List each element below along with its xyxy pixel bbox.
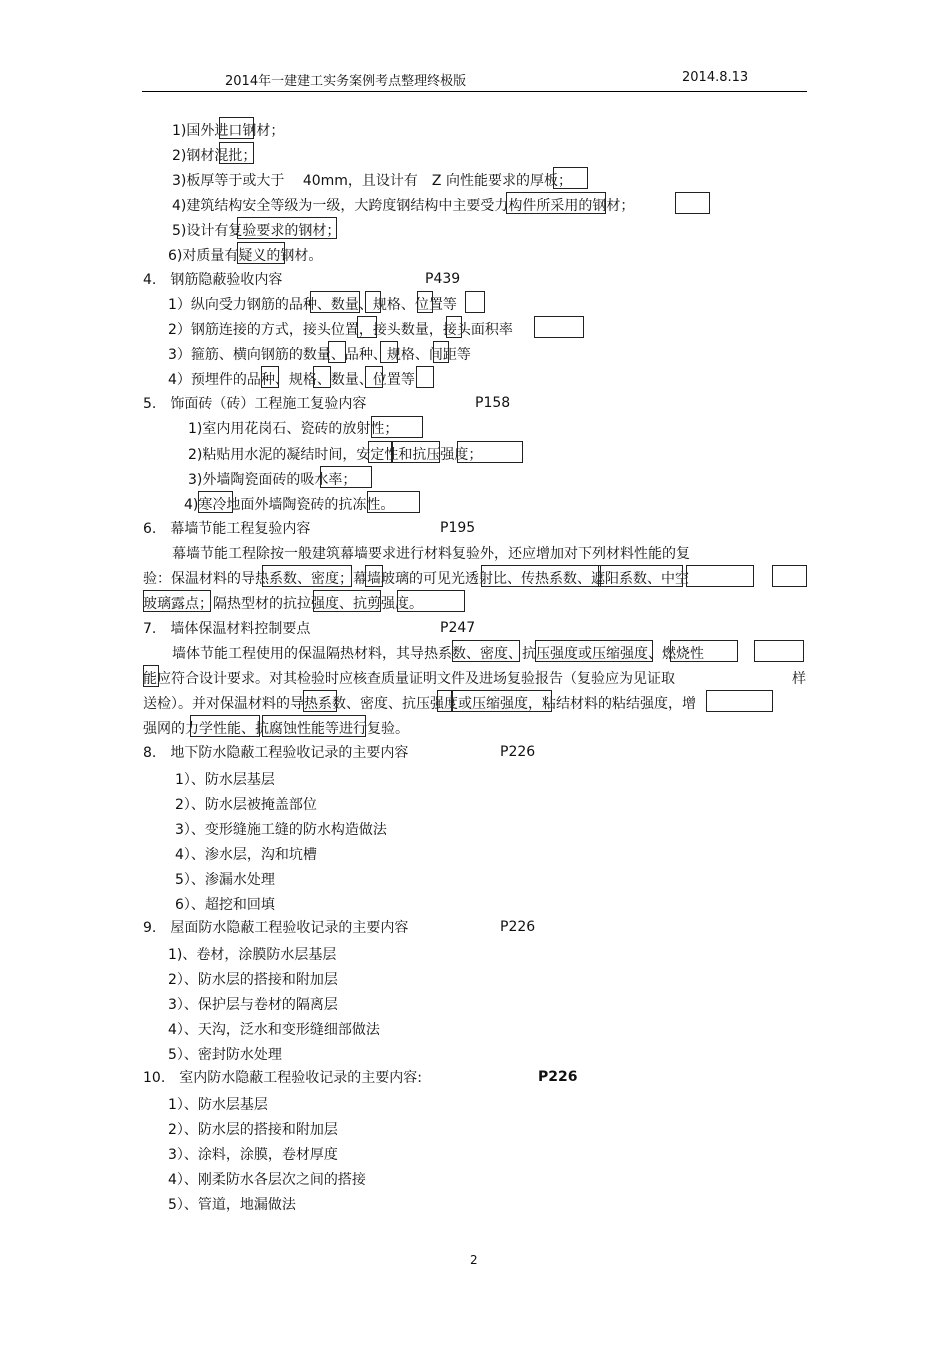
annotation-box <box>437 690 452 712</box>
text-line: 1）纵向受力钢筋的品种、数量、规格、位置等 <box>168 297 457 313</box>
page-reference: P226 <box>538 1069 578 1085</box>
section-heading: 6. 幕墙节能工程复验内容 <box>143 521 311 537</box>
text-line: 强网的力学性能、抗腐蚀性能等进行复验。 <box>143 721 409 737</box>
annotation-box <box>416 366 434 388</box>
annotation-box <box>371 416 423 438</box>
wrapped-char: 样 <box>792 671 806 687</box>
annotation-box <box>365 565 383 587</box>
text-line: 5）、渗漏水处理 <box>175 872 275 888</box>
annotation-box <box>367 491 420 513</box>
text-line: 幕墙节能工程除按一般建筑幕墙要求进行材料复验外，还应增加对下列材料性能的复 <box>172 546 690 562</box>
text-line: 3)板厚等于或大于 40mm，且设计有 Z 向性能要求的厚板； <box>172 173 572 189</box>
annotation-box <box>380 341 398 363</box>
section-heading: 5. 饰面砖（砖）工程施工复验内容 <box>143 396 367 412</box>
annotation-box <box>446 316 462 338</box>
text-line: 3）、涂料，涂膜，卷材厚度 <box>168 1147 338 1163</box>
annotation-box <box>706 690 773 712</box>
text-line: 能应符合设计要求。对其检验时应核查质量证明文件及进场复验报告（复验应为见证取 <box>143 671 675 687</box>
text-line: 2)粘贴用水泥的凝结时间，安定性和抗压强度； <box>188 447 483 463</box>
annotation-box <box>190 715 260 737</box>
text-line: 1）、防水层基层 <box>168 1097 268 1113</box>
text-line: 验：保温材料的导热系数、密度；幕墙玻璃的可见光透射比、传热系数、遮阳系数、中空 <box>143 571 689 587</box>
annotation-box <box>143 590 211 612</box>
page-number: 2 <box>470 1253 478 1267</box>
annotation-box <box>452 690 552 712</box>
page-reference: P226 <box>500 919 536 935</box>
annotation-box <box>754 640 804 662</box>
annotation-box <box>262 565 352 587</box>
annotation-box <box>310 291 360 313</box>
page-reference: P195 <box>440 520 476 536</box>
text-line: 2）、防水层的搭接和附加层 <box>168 1122 338 1138</box>
annotation-box <box>417 291 433 313</box>
annotation-box <box>506 192 606 214</box>
annotation-box <box>262 715 366 737</box>
text-line: 3）、保护层与卷材的隔离层 <box>168 997 338 1013</box>
text-line: 4）、天沟，泛水和变形缝细部做法 <box>168 1022 380 1038</box>
annotation-box <box>481 565 601 587</box>
annotation-box <box>433 341 449 363</box>
annotation-box <box>198 491 233 513</box>
text-line: 1)、卷材，涂膜防水层基层 <box>168 947 337 963</box>
annotation-box <box>675 192 710 214</box>
header-date: 2014.8.13 <box>682 70 749 85</box>
annotation-box <box>219 142 254 164</box>
text-line: 1)国外进口钢材； <box>172 123 285 139</box>
annotation-box <box>397 590 465 612</box>
annotation-box <box>313 366 331 388</box>
text-line: 6）、超挖和回填 <box>175 897 275 913</box>
text-line: 3）、变形缝施工缝的防水构造做法 <box>175 822 387 838</box>
text-line: 4）预埋件的品种、规格、数量、位置等 <box>168 372 415 388</box>
page-reference: P439 <box>425 271 461 287</box>
header-title: 2014年一建建工实务案例考点整理终极版 <box>225 74 467 89</box>
annotation-box <box>219 117 254 139</box>
annotation-box <box>535 640 653 662</box>
annotation-box <box>357 316 377 338</box>
text-line: 2）、防水层被掩盖部位 <box>175 797 317 813</box>
text-line: 5)设计有复验要求的钢材； <box>172 223 341 239</box>
text-line: 3)外墙陶瓷面砖的吸水率； <box>188 472 357 488</box>
annotation-box <box>670 640 738 662</box>
annotation-box <box>465 291 485 313</box>
header-rule <box>142 91 807 92</box>
annotation-box <box>365 366 383 388</box>
text-line: 2)钢材混批； <box>172 148 257 164</box>
annotation-box <box>320 466 372 488</box>
text-line: 2）、防水层的搭接和附加层 <box>168 972 338 988</box>
annotation-box <box>261 366 279 388</box>
text-line: 墙体节能工程使用的保温隔热材料，其导热系数、密度、抗压强度或压缩强度、燃烧性 <box>172 646 704 662</box>
text-line: 4）、渗水层，沟和坑槽 <box>175 847 317 863</box>
annotation-box <box>313 590 381 612</box>
annotation-box <box>534 316 584 338</box>
annotation-box <box>686 565 754 587</box>
annotation-box <box>772 565 807 587</box>
page-reference: P158 <box>475 395 511 411</box>
annotation-box <box>368 441 392 463</box>
text-line: 1)室内用花岗石、瓷砖的放射性； <box>188 421 399 437</box>
text-line: 4)寒冷地面外墙陶瓷砖的抗冻性。 <box>184 497 395 513</box>
section-heading: 4. 钢筋隐蔽验收内容 <box>143 272 283 288</box>
section-heading: 10. 室内防水隐蔽工程验收记录的主要内容: <box>143 1070 422 1086</box>
annotation-box <box>452 640 520 662</box>
text-line: 5）、管道，地漏做法 <box>168 1197 296 1213</box>
annotation-box <box>303 690 337 712</box>
text-line: 3）箍筋、横向钢筋的数量、品种、规格、间距等 <box>168 347 471 363</box>
annotation-box <box>328 341 346 363</box>
section-heading: 8. 地下防水隐蔽工程验收记录的主要内容 <box>143 745 409 761</box>
page-reference: P247 <box>440 620 476 636</box>
section-heading: 9. 屋面防水隐蔽工程验收记录的主要内容 <box>143 920 409 936</box>
annotation-box <box>392 441 440 463</box>
text-line: 6)对质量有疑义的钢材。 <box>168 248 323 264</box>
text-line: 4）、刚柔防水各层次之间的搭接 <box>168 1172 366 1188</box>
text-line: 送检）。并对保温材料的导热系数、密度、抗压强度或压缩强度，粘结材料的粘结强度，增 <box>143 696 696 712</box>
annotation-box <box>553 167 588 189</box>
text-line: 5）、密封防水处理 <box>168 1047 282 1063</box>
annotation-box <box>598 565 683 587</box>
text-line: 1）、防水层基层 <box>175 772 275 788</box>
text-line: 4)建筑结构安全等级为一级，大跨度钢结构中主要受力构件所采用的钢材； <box>172 198 635 214</box>
text-line: 2）钢筋连接的方式，接头位置，接头数量，接头面积率 <box>168 322 513 338</box>
annotation-box <box>457 441 523 463</box>
page-reference: P226 <box>500 744 536 760</box>
annotation-box <box>365 291 381 313</box>
annotation-box <box>237 242 285 264</box>
annotation-box <box>143 665 159 687</box>
text-line: 玻璃露点；隔热型材的抗拉强度、抗剪强度。 <box>143 596 423 612</box>
section-heading: 7. 墙体保温材料控制要点 <box>143 621 311 637</box>
annotation-box <box>237 217 337 239</box>
